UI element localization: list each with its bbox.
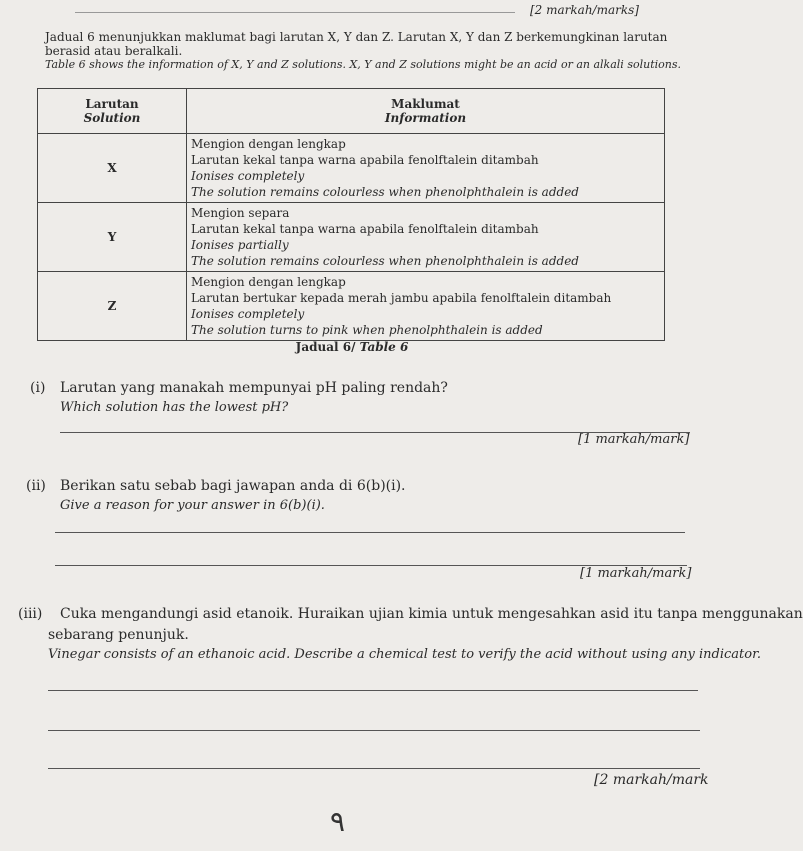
handwritten-mark: ٩ bbox=[330, 805, 346, 838]
question-3-ms-1: Cuka mengandungi asid etanoik. Huraikan ujian kimia untuk mengesahkan asid itu tanpa menggunakan bbox=[60, 606, 803, 622]
question-1-number: (i) bbox=[30, 380, 46, 396]
answer-line[interactable] bbox=[55, 532, 685, 533]
table-caption-ms: Jadual 6/ bbox=[295, 340, 356, 354]
question-3-number: (iii) bbox=[18, 606, 43, 622]
table-header-row bbox=[38, 89, 665, 134]
row-label: Y bbox=[38, 203, 187, 272]
table-row bbox=[38, 134, 665, 203]
header-mark: [2 markah/marks] bbox=[530, 3, 639, 17]
intro-line-en: Table 6 shows the information of X, Y and Z solutions. X, Y and Z solutions might be an acid or an alkali solutions. bbox=[45, 58, 681, 71]
intro-line-ms-2: berasid atau beralkali. bbox=[45, 44, 183, 58]
row-line: Ionises partially bbox=[191, 238, 289, 252]
row-line: Larutan kekal tanpa warna apabila fenolftalein ditambah bbox=[191, 153, 539, 167]
table-row bbox=[38, 203, 665, 272]
row-description bbox=[187, 272, 665, 341]
question-1-mark: [1 markah/mark] bbox=[578, 432, 690, 447]
header-information-en: Information bbox=[384, 111, 467, 125]
question-1-en: Which solution has the lowest pH? bbox=[60, 400, 289, 415]
top-rule bbox=[75, 12, 515, 13]
row-label: Z bbox=[38, 272, 187, 341]
row-line: Larutan bertukar kepada merah jambu apabila fenolftalein ditambah bbox=[191, 291, 612, 305]
row-line: Mengion dengan lengkap bbox=[191, 275, 346, 289]
info-table bbox=[37, 88, 665, 341]
answer-line[interactable] bbox=[48, 730, 700, 731]
question-2-en: Give a reason for your answer in 6(b)(i). bbox=[60, 498, 325, 513]
table-caption bbox=[0, 340, 704, 354]
row-line: Mengion dengan lengkap bbox=[191, 137, 346, 151]
row-line: Mengion separa bbox=[191, 206, 290, 220]
row-line: The solution remains colourless when phenolphthalein is added bbox=[191, 254, 579, 268]
question-3-mark: [2 markah/mark bbox=[594, 772, 709, 788]
header-information-ms: Maklumat bbox=[391, 97, 460, 111]
answer-line[interactable] bbox=[48, 768, 700, 769]
row-label: X bbox=[38, 134, 187, 203]
question-3-en: Vinegar consists of an ethanoic acid. Describe a chemical test to verify the acid without using any indicator. bbox=[48, 647, 762, 662]
question-3-ms-2: sebarang penunjuk. bbox=[48, 627, 189, 643]
row-line: The solution turns to pink when phenolphthalein is added bbox=[191, 323, 543, 337]
row-description bbox=[187, 134, 665, 203]
row-line: The solution remains colourless when phenolphthalein is added bbox=[191, 185, 579, 199]
row-line: Larutan kekal tanpa warna apabila fenolftalein ditambah bbox=[191, 222, 539, 236]
question-2-mark: [1 markah/mark] bbox=[580, 566, 692, 581]
answer-line[interactable] bbox=[48, 690, 698, 691]
row-description bbox=[187, 203, 665, 272]
header-solution-en: Solution bbox=[83, 111, 141, 125]
row-line: Ionises completely bbox=[191, 307, 305, 321]
table-caption-en: Table 6 bbox=[359, 340, 409, 354]
table-row bbox=[38, 272, 665, 341]
question-1-ms: Larutan yang manakah mempunyai pH paling rendah? bbox=[60, 380, 448, 396]
header-solution-ms: Larutan bbox=[85, 97, 139, 111]
row-line: Ionises completely bbox=[191, 169, 305, 183]
question-2-ms: Berikan satu sebab bagi jawapan anda di 6(b)(i). bbox=[60, 478, 406, 494]
question-2-number: (ii) bbox=[26, 478, 46, 494]
header-solution bbox=[38, 89, 187, 134]
header-information bbox=[187, 89, 665, 134]
intro-line-ms-1: Jadual 6 menunjukkan maklumat bagi larutan X, Y dan Z. Larutan X, Y dan Z berkemungkinan larutan bbox=[45, 30, 668, 44]
